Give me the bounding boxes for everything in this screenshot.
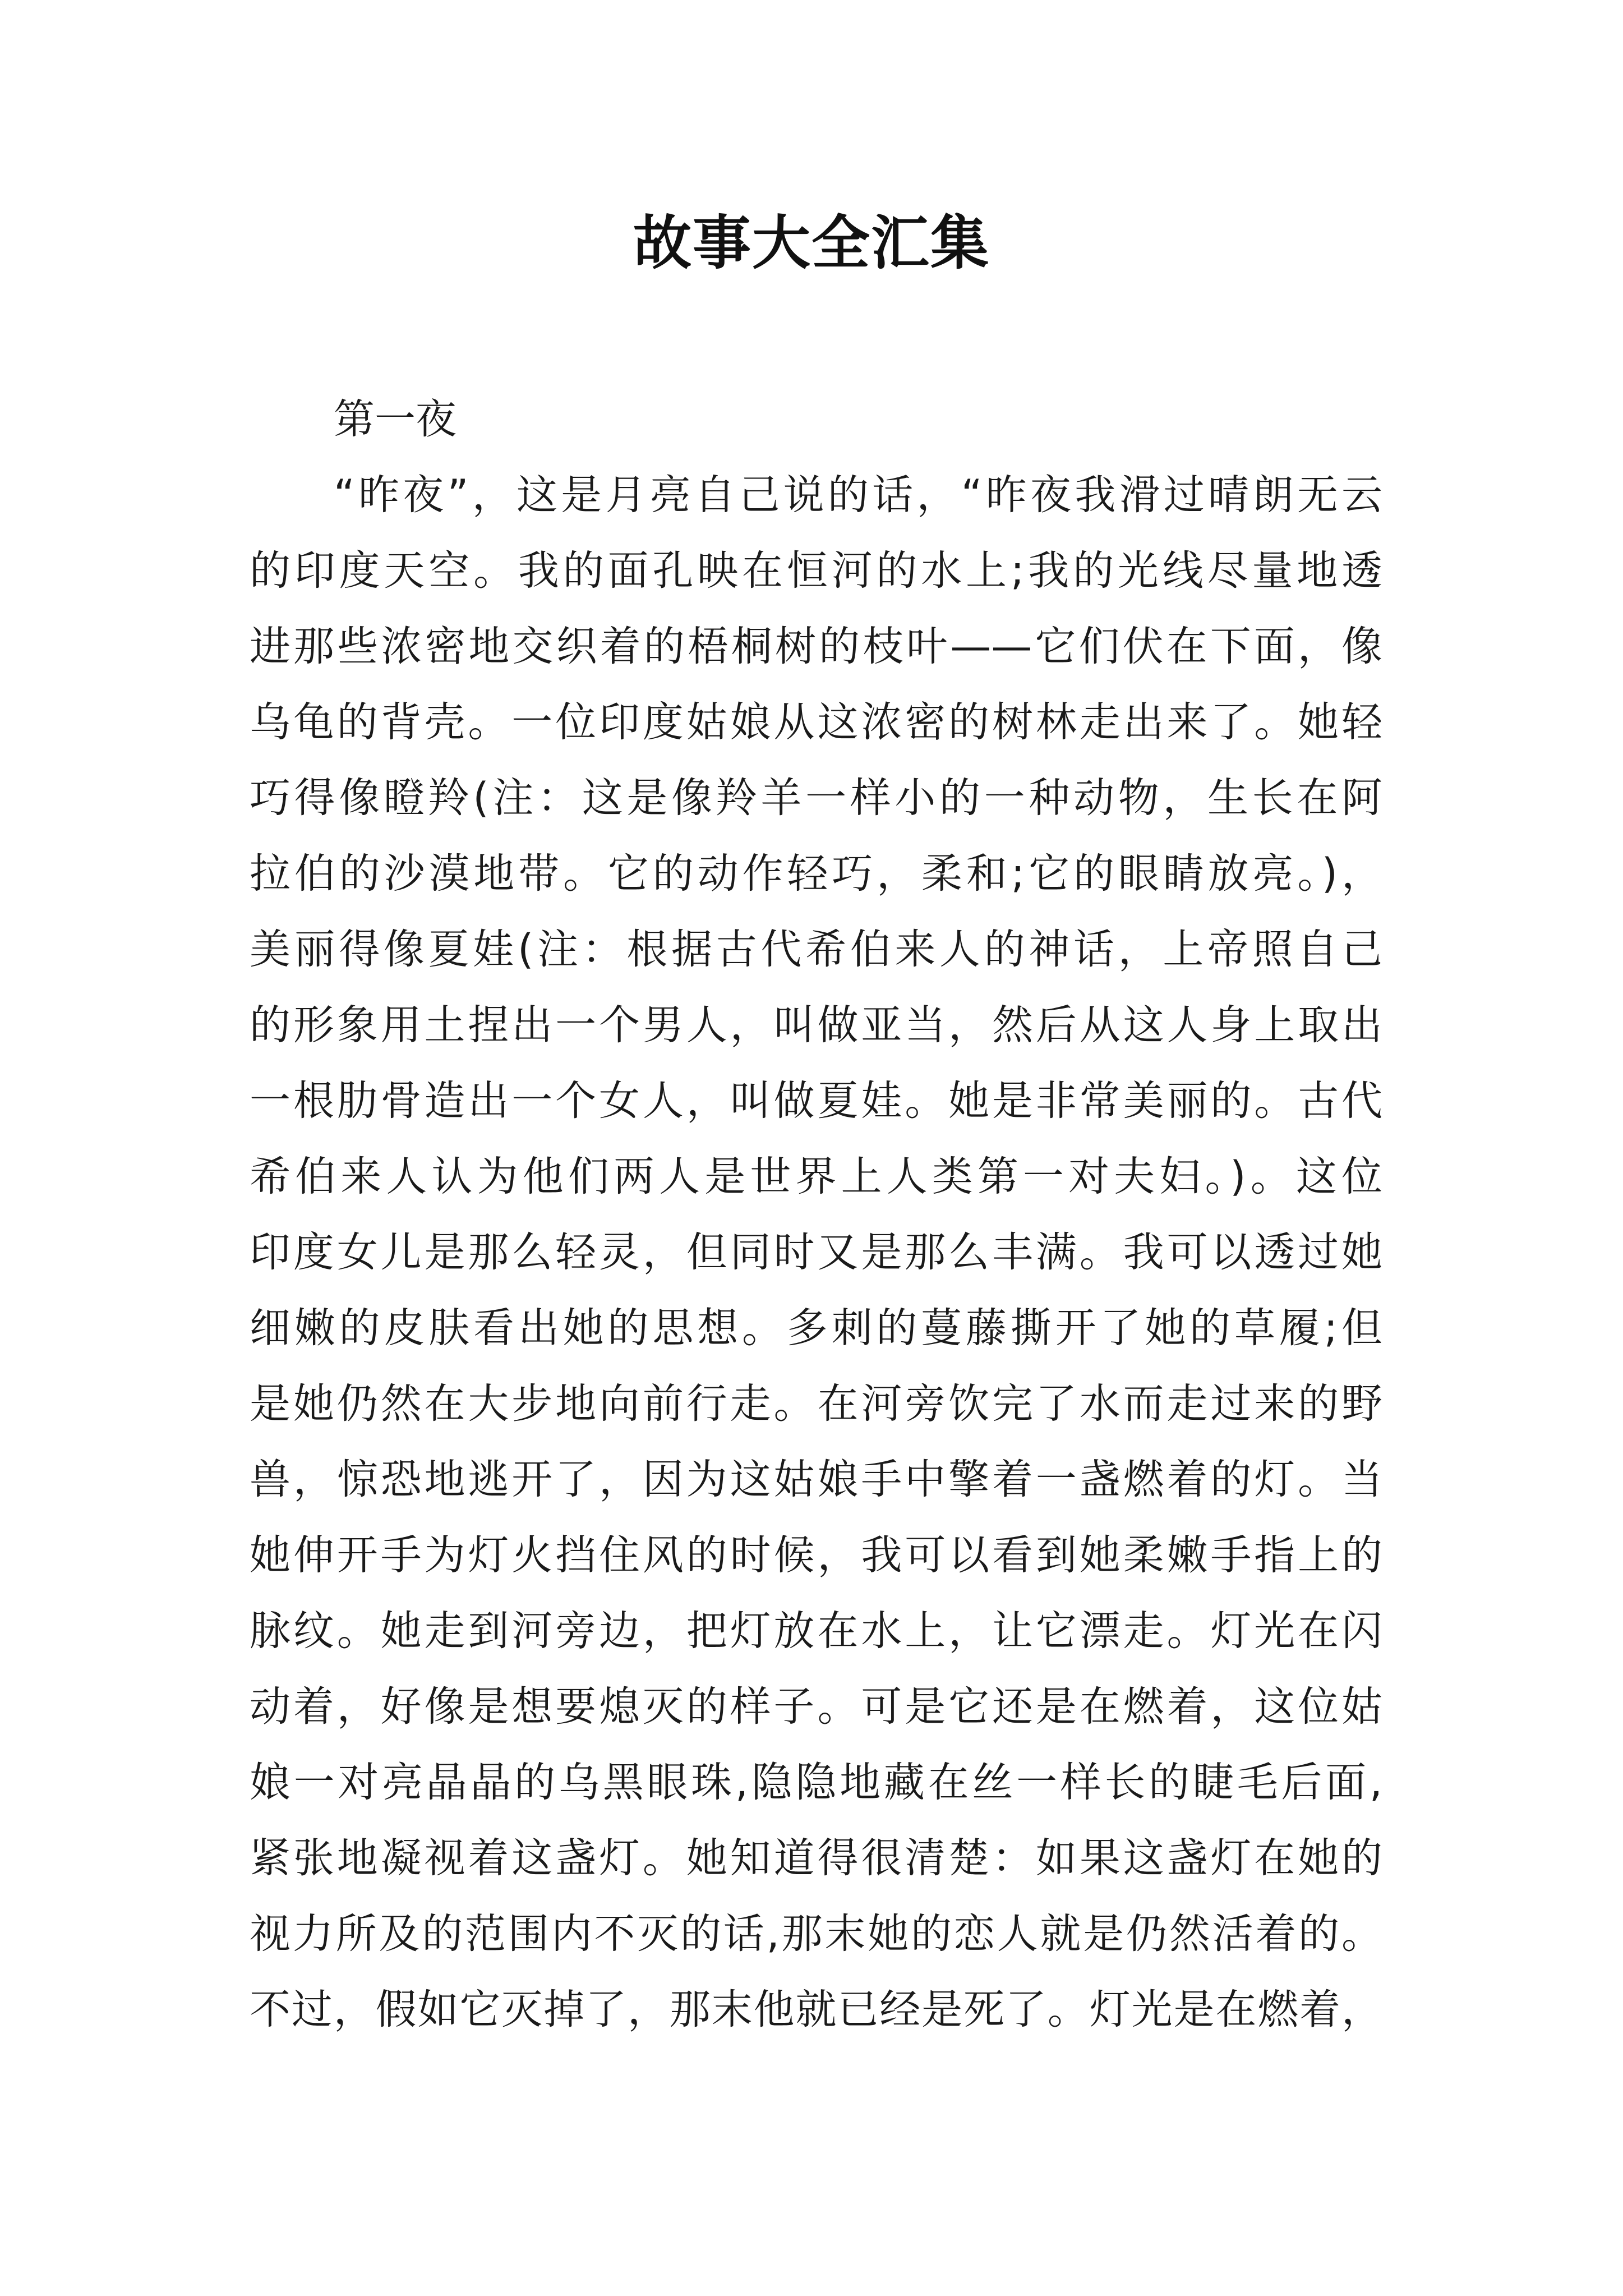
paragraph-line: 脉纹。她走到河旁边，把灯放在水上，让它漂走。灯光在闪: [250, 1607, 1382, 1655]
paragraph-line: 细嫩的皮肤看出她的思想。多刺的蔓藤撕开了她的草履;但: [250, 1304, 1382, 1352]
paragraph-line: 她伸开手为灯火挡住风的时候，我可以看到她柔嫩手指上的: [250, 1531, 1382, 1579]
paragraph-line: 的形象用土捏出一个男人，叫做亚当，然后从这人身上取出: [250, 1001, 1382, 1049]
paragraph-line: 印度女儿是那么轻灵，但同时又是那么丰满。我可以透过她: [250, 1228, 1382, 1276]
paragraph-line: 的印度天空。我的面孔映在恒河的水上;我的光线尽量地透: [250, 547, 1382, 595]
paragraph-line: 娘一对亮晶晶的乌黑眼珠,隐隐地藏在丝一样长的睫毛后面,: [250, 1759, 1382, 1806]
section-heading: 第一夜: [334, 395, 457, 443]
paragraph-line: 动着，好像是想要熄灭的样子。可是它还是在燃着，这位姑: [250, 1683, 1382, 1731]
paragraph-line: 视力所及的范围内不灭的话,那末她的恋人就是仍然活着的。: [250, 1910, 1382, 1958]
document-title: 故事大全汇集: [633, 208, 990, 277]
paragraph-line: 进那些浓密地交织着的梧桐树的枝叶——它们伏在下面，像: [250, 623, 1382, 670]
paragraph-line: “昨夜”，这是月亮自己说的话，“昨夜我滑过晴朗无云: [334, 471, 1382, 519]
paragraph-line: 拉伯的沙漠地带。它的动作轻巧，柔和;它的眼睛放亮。)，: [250, 850, 1382, 898]
paragraph-line: 一根肋骨造出一个女人，叫做夏娃。她是非常美丽的。古代: [250, 1077, 1382, 1125]
paragraph-line: 乌龟的背壳。一位印度姑娘从这浓密的树林走出来了。她轻: [250, 698, 1382, 746]
paragraph-line: 美丽得像夏娃(注：根据古代希伯来人的神话，上帝照自己: [250, 926, 1382, 973]
paragraph-line: 巧得像瞪羚(注：这是像羚羊一样小的一种动物，生长在阿: [250, 774, 1382, 822]
paragraph-line: 是她仍然在大步地向前行走。在河旁饮完了水而走过来的野: [250, 1380, 1382, 1428]
paragraph-line: 不过，假如它灭掉了，那末他就已经是死了。灯光是在燃着，: [250, 1986, 1382, 2033]
paragraph-line: 紧张地凝视着这盏灯。她知道得很清楚：如果这盏灯在她的: [250, 1834, 1382, 1882]
paragraph-line: 兽，惊恐地逃开了，因为这姑娘手中擎着一盏燃着的灯。当: [250, 1456, 1382, 1503]
paragraph-line: 希伯来人认为他们两人是世界上人类第一对夫妇。)。这位: [250, 1153, 1382, 1200]
story-body: [250, 381, 1382, 2047]
